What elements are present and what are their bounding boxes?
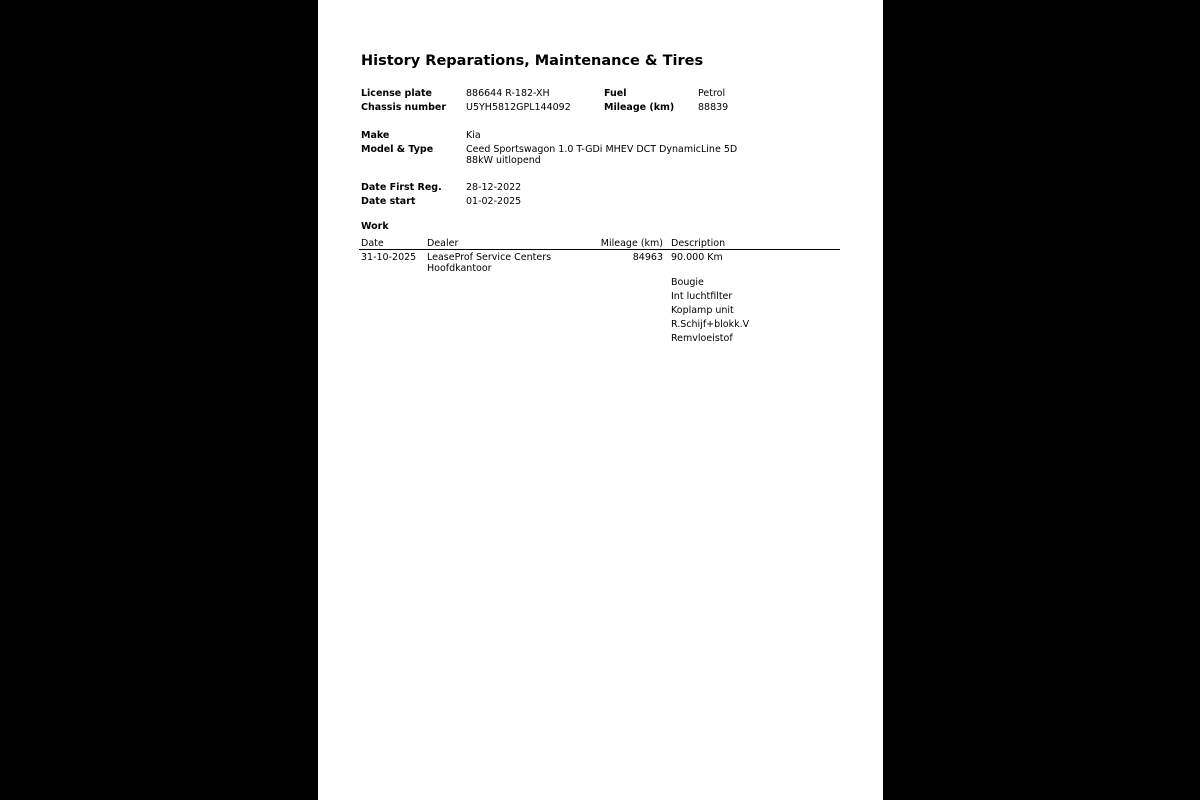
make-value: Kia: [466, 130, 481, 141]
row-dealer-line1: LeaseProf Service Centers: [427, 252, 552, 263]
date-start-label: Date start: [361, 196, 416, 207]
work-item: Bougie: [671, 277, 704, 288]
work-item: R.Schijf+blokk.V: [671, 319, 750, 330]
fuel-label: Fuel: [604, 88, 627, 99]
chassis-label: Chassis number: [361, 102, 447, 113]
chassis-value: U5YH5812GPL144092: [466, 102, 571, 113]
row-date: 31-10-2025: [361, 252, 417, 263]
work-item: Remvloeistof: [671, 333, 733, 344]
date-start-value: 01-02-2025: [466, 196, 522, 207]
work-item: Int luchtfilter: [671, 291, 733, 302]
first-reg-label: Date First Reg.: [361, 182, 442, 193]
license-plate-label: License plate: [361, 88, 433, 99]
mileage-label: Mileage (km): [604, 102, 675, 113]
make-label: Make: [361, 130, 390, 141]
model-label: Model & Type: [361, 144, 434, 155]
column-header-description: Description: [671, 238, 726, 249]
license-plate-value: 886644 R-182-XH: [466, 88, 550, 99]
row-dealer-line2: Hoofdkantoor: [427, 263, 492, 274]
table-header-rule: [359, 249, 840, 250]
work-item: Koplamp unit: [671, 305, 734, 316]
column-header-date: Date: [361, 238, 384, 249]
row-description: 90.000 Km: [671, 252, 723, 263]
first-reg-value: 28-12-2022: [466, 182, 522, 193]
model-value: Ceed Sportswagon 1.0 T-GDi MHEV DCT DynamicLine 5D 88kW uitlopend: [466, 144, 738, 166]
work-heading: Work: [361, 221, 389, 232]
mileage-value: 88839: [698, 102, 729, 113]
fuel-value: Petrol: [698, 88, 726, 99]
column-header-mileage: Mileage (km): [600, 238, 663, 249]
page-title: History Reparations, Maintenance & Tires: [361, 53, 704, 69]
row-mileage: 84963: [632, 252, 663, 263]
column-header-dealer: Dealer: [427, 238, 459, 249]
document-page: [318, 0, 883, 800]
